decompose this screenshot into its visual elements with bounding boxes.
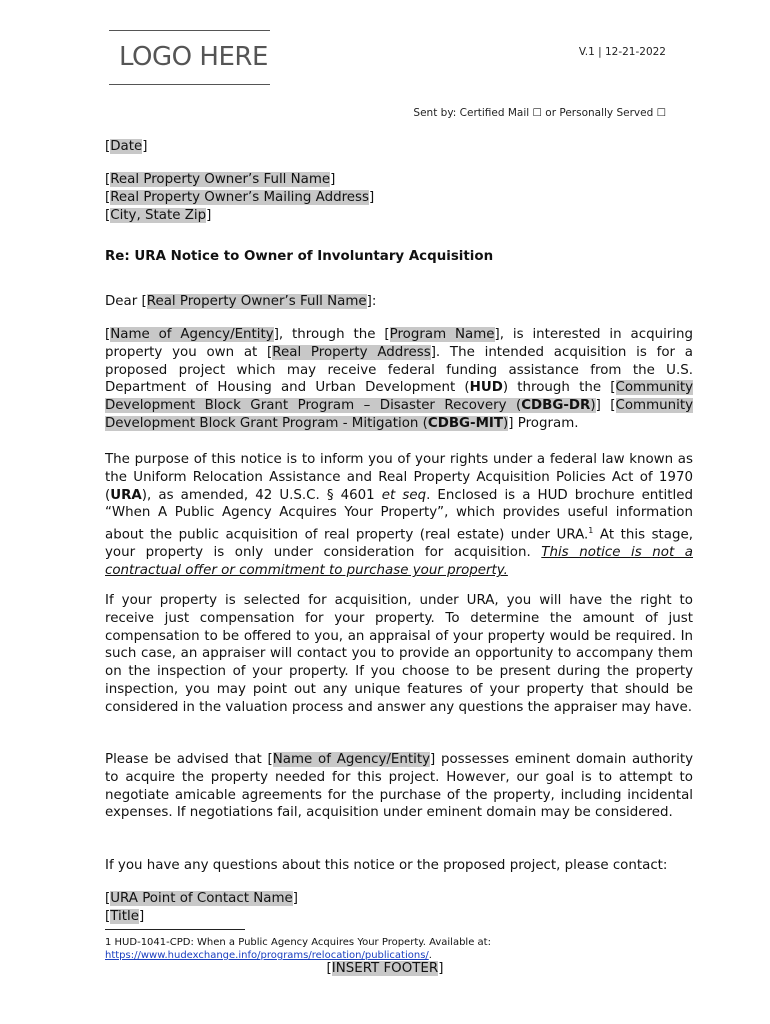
mailing-address-field: Real Property Owner’s Mailing Address [110,189,369,205]
paragraph-compensation: If your property is selected for acquisition, under URA, you will have the right to receive just compensation for your property. To determine the amount of just compensation to be offered to you, an appraisal of your property would be required. In such case, an appraiser will contact you to provide an opportunity to accompany them on the inspection of your property. If you choose to be present during the property inspection, you may point out any unique features of your property that should be considered in the valuation process and answer any questions the appraiser may have. [105,593,693,715]
date-line: [Date] [105,139,148,154]
owner-name-line: [Real Property Owner’s Full Name] [105,172,336,187]
p1-text-3: ]. The intended acquisition is for a proposed project which may receive federal funding assistance from the U.S. Department of Housing and Urban Development ( [105,344,694,396]
footnote [105,936,491,962]
contact-name-field: URA Point of Contact Name [110,891,293,906]
p2-text-3: . Enclosed is a HUD brochure entitled “When A Public Agency Acquires Your Property”, which provides useful information about the public acquisition of real property (real estate) under URA. [105,487,693,543]
cdbg-dr-field: Community Development Block Grant Program – Disaster Recovery (CDBG-DR) [105,380,694,414]
footnote-separator [105,929,245,930]
program-field: Program Name [389,327,495,342]
logo-bottom-rule [109,84,270,85]
p2-text-4: At this stage, your property is only under consideration for acquisition. [105,527,693,561]
paragraph-contact: If you have any questions about this notice or the proposed project, please contact: [105,858,668,873]
subject-line: Re: URA Notice to Owner of Involuntary Acquisition [105,249,494,264]
salutation-prefix: Dear [ [105,294,147,309]
contact-name-line: [URA Point of Contact Name] [105,891,298,906]
salutation [105,293,693,311]
p2-text-2: ), as amended, 42 U.S.C. § 4601 [141,487,382,503]
footnote-end: . [428,950,432,961]
p4-text-2: ] possesses eminent domain authority to acquire the property needed for this project. However, our goal is to attempt to negotiate amicable agreements for the purchase of the property, including incidental expenses. If negotiations fail, acquisition under eminent domain may be considered. [105,752,693,821]
not-an-offer-notice: This notice is not a contractual offer or commitment to purchase your property. [105,545,693,579]
cdbg-mit-field: Community Development Block Grant Program - Mitigation (CDBG-MIT) [105,398,693,431]
logo-text: LOGO HERE [119,42,268,72]
mailing-address-line: [Real Property Owner’s Mailing Address] [105,189,375,205]
p4-text-1: Please be advised that [ [105,752,273,767]
footnote-ref: 1 [588,526,594,536]
logo-top-rule [109,30,270,31]
paragraph-eminent-domain [105,751,693,822]
paragraph-purpose [105,451,693,580]
city-state-zip-line: [City, State Zip] [105,207,212,223]
p1-text-5: ] [ [595,398,616,414]
agency-field: Name of Agency/Entity [110,327,274,342]
logo-placeholder [109,30,270,85]
salutation-name-field: Real Property Owner’s Full Name [146,294,367,309]
version-label: V.1 | 12-21-2022 [578,46,666,58]
p1-text-1: ], through the [ [273,327,390,342]
p2-text-1: The purpose of this notice is to inform you of your rights under a federal law known as the Uniform Relocation Assistance and Real Property Acquisition Policies Act of 1970 ( [105,452,693,503]
sent-by-line: Sent by: Certified Mail ☐ or Personally Served ☐ [413,107,666,119]
footnote-link[interactable]: https://www.hudexchange.info/programs/relocation/publications/ [105,950,429,961]
p1-text-2: ], is interested in acquiring property you own at [ [105,327,694,360]
property-address-field: Real Property Address [272,344,431,360]
ura-abbrev: URA [110,487,142,503]
contact-title-line: [Title] [105,908,145,924]
owner-name-field: Real Property Owner’s Full Name [110,172,331,187]
p1-text-6: ] Program. [508,415,579,431]
page-footer: [INSERT FOOTER] [326,961,444,976]
p1-text-4: ) through the [ [502,380,616,396]
hud-abbrev: HUD [469,380,503,396]
contact-block [105,890,693,926]
salutation-suffix: ]: [366,294,377,309]
contact-title-field: Title [110,908,139,924]
agency-field-2: Name of Agency/Entity [272,752,430,767]
paragraph-intro: [Name of Agency/Entity], through the [Program Name], is interested in acquiring property you own at [Real Property Address]. The intended acquisition is for a proposed project which may receive federal funding assistance from the U.S. Department of Housing and Urban Development (HUD) through the [Community Development Block Grant Program – Disaster Recovery (CDBG-DR)] [Community Development Block Grant Program - Mitigation (CDBG-MIT)] Program. [105,327,694,431]
footer-field: INSERT FOOTER [331,961,439,976]
et-seq: et seq [381,487,427,503]
city-state-zip-field: City, State Zip [110,207,207,223]
footnote-text: 1 HUD-1041-CPD: When a Public Agency Acquires Your Property. Available at: [105,937,491,948]
date-field: Date [110,139,143,154]
recipient-address [105,171,693,224]
